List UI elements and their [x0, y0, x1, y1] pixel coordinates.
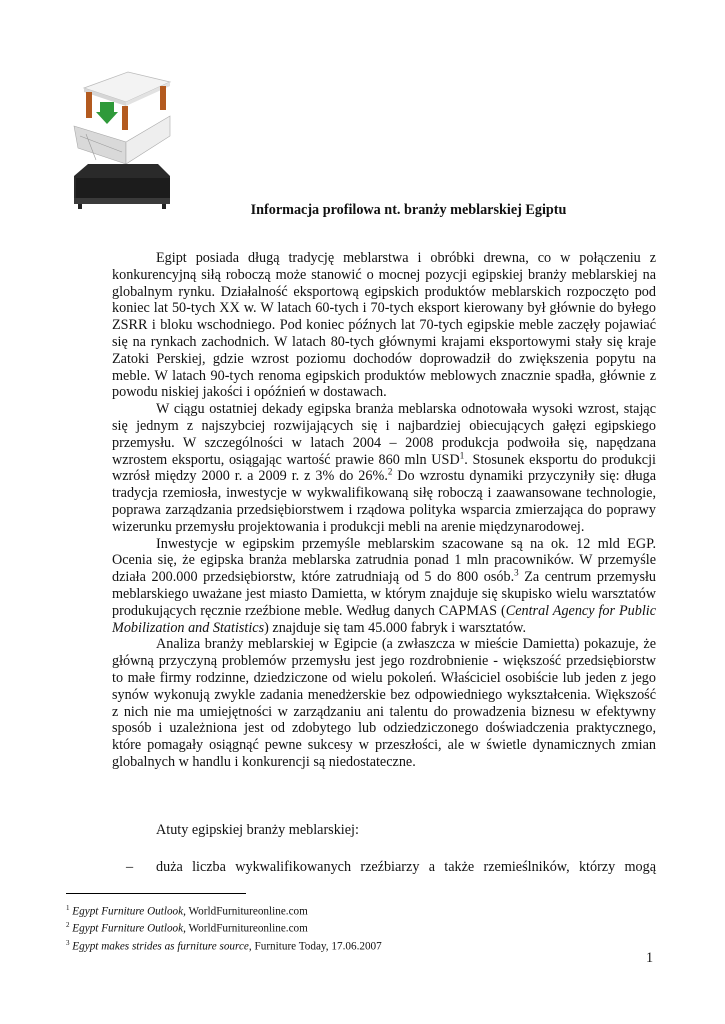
document-body — [112, 250, 656, 771]
footnote: $^2$ Egypt Furniture Outlook, WorldFurnitureonline.com — [66, 921, 308, 936]
section-heading: Atuty egipskiej branży meblarskiej: — [156, 822, 359, 838]
footnote-ref[interactable]: 2 — [387, 466, 393, 477]
bullet-dash: – — [126, 859, 134, 875]
footnote-separator — [66, 893, 246, 894]
furniture-logo-icon — [66, 68, 178, 214]
paragraph: Inwestycje w egipskim przemyśle meblarskim szacowane są na ok. 12 mld EGP. Ocenia się, że egipska branża meblarska zatrudnia ponad 1 mln pracowników. W przemyśle działa 200.000 przedsiębiorstw, które zatrudniają od 5 do 800 osób.$^3$ Za centrum przemysłu meblarskiego uważane jest miasto Damietta, w którym znajduje się skupisko wielu warsztatów produkujących ręcznie rzeźbione meble. Według danych CAPMAS (Central Agency for Public Mobilization and Statistics) znajduje się tam 45.000 fabryk i warsztatów. — [112, 535, 656, 636]
document-title: Informacja profilowa nt. branży meblarskiej Egiptu — [250, 202, 567, 218]
paragraph: Egipt posiada długą tradycję meblarstwa i obróbki drewna, co w połączeniu z konkurencyjną siłą roboczą może stanowić o mocnej pozycji egipskiej branży meblarskiej na globalnym rynku. Działalność eksportową egipskich produktów meblarskich rozpoczęto pod koniec lat 50-tych XX w. W latach 60-tych i 70-tych eksport kierowany był głównie do byłego ZSRR i bloku wschodniego. Pod koniec późnych lat 70-tych egipskie meble zaczęły pojawiać się na rynkach zachodnich. W latach 80-tych głównymi krajami eksportowymi stały się kraje Zatoki Perskiej, gdzie wzrost poziomu dochodów doprowadził do zwiększenia popytu na meble. W latach 90-tych renoma egipskich produktów meblowych znacznie spadła, głównie z powodu niskiej jakości i opóźnień w dostawach. — [112, 250, 656, 401]
footnote-ref[interactable]: 1 — [459, 449, 465, 460]
page-number: 1 — [646, 950, 654, 966]
footnote-ref[interactable]: 3 — [514, 567, 519, 578]
paragraph: Analiza branży meblarskiej w Egipcie (a zwłaszcza w mieście Damietta) pokazuje, że główną przyczyną problemów przemysłu jest jego rozdrobnienie - większość przedsiębiorstw to małe firmy rodzinne, dziedziczone od wielu pokoleń. Właściciel osobiście lub jeden z jego synów wykonują zwykle zadania menedżerskie bez odpowiedniego wykształcenia. Większość z nich nie ma umiejętności w zarządzaniu ani talentu do prowadzenia biznesu w efektywny sposób i uzależniona jest od zdobytego lub odziedziczonego doświadczenia praktycznego, które pomagały osiągnąć pewne sukcesy w przeszłości, ale w świetle dynamicznych zmian globalnych w handlu i konkurencji są niedostateczne. — [112, 636, 656, 770]
paragraph: W ciągu ostatniej dekady egipska branża meblarska odnotowała wysoki wzrost, stając się jednym z najszybciej rozwijających się i najbardziej obiecujących gałęzi egipskiego przemysłu. W szczególności w latach 2004 – 2008 produkcja podwoiła się, napędzana wzrostem eksportu, osiągając wartość prawie 860 mln USD$^1$. Stosunek eksportu do produkcji wzrósł między 2000 r. a 2009 r. z 3% do 26%.$^2$ Do wzrostu dynamiki przyczyniły się: długa tradycja rzemiosła, inwestycje w wykwalifikowaną siłę roboczą i zaawansowane technologie, poprawa zarządzania przedsiębiorstwem i rządowa polityka wsparcia zmierzająca do poprawy wizerunku przemysłu projektowania i produkcji mebli na arenie międzynarodowej. — [112, 401, 656, 535]
list-item-text: duża liczba wykwalifikowanych rzeźbiarzy a także rzemieślników, którzy mogą — [156, 859, 656, 875]
footnote: $^3$ Egypt makes strides as furniture source, Furniture Today, 17.06.2007 — [66, 938, 382, 953]
list-item — [126, 859, 656, 876]
footnote: $^1$ Egypt Furniture Outlook, WorldFurnitureonline.com — [66, 904, 308, 918]
footnotes — [66, 902, 382, 954]
